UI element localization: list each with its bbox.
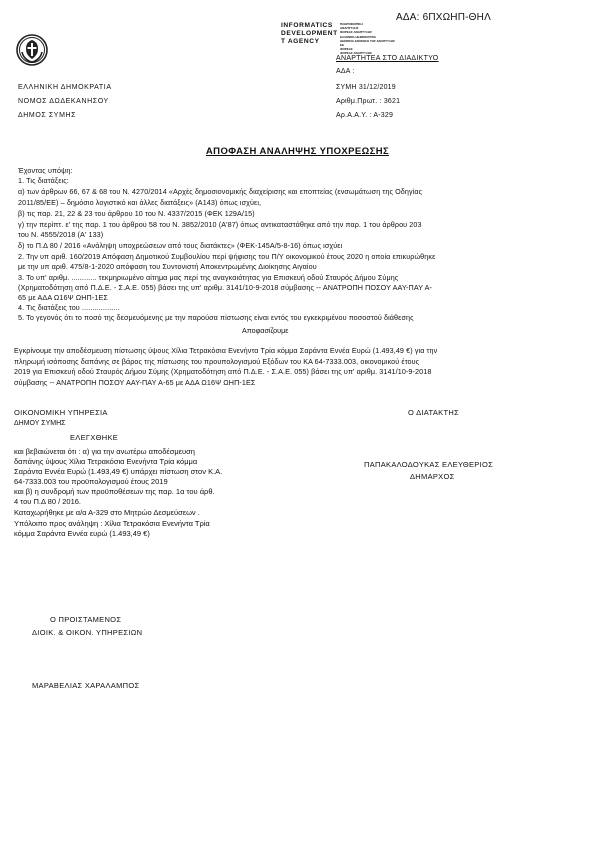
body-line: β) τις παρ. 21, 22 & 23 του άρθρου 10 του Ν. 4337/2015 (ΦΕΚ 129Α/15) xyxy=(18,209,255,218)
meta-protocol: Αριθμ.Πρωτ. : 3621 xyxy=(336,98,401,105)
org-prefecture: ΝΟΜΟΣ ΔΩΔΕΚΑΝΗΣΟΥ xyxy=(18,98,109,105)
meta-aay: Αρ.Α.Α.Υ. : Α-329 xyxy=(336,112,394,119)
agency-line: DEVELOPMENT xyxy=(281,30,338,38)
body-line: 2. Την υπ αριθ. 160/2019 Απόφαση Δημοτικού Συμβουλίου περί ψήφισης του Π/Υ οικονομικού έτους 2020 η οποία επικυρώθηκε xyxy=(18,252,436,261)
head-name: ΜΑΡΑΒΕΛΙΑΣ ΧΑΡΑΛΑΜΠΟΣ xyxy=(32,681,140,690)
verification-line: 4 του Π.Δ 80 / 2016. xyxy=(14,497,82,506)
agency-line: ΕΛΛΗΝΙΚΗ ΔΗΜΟΚΡΑΤΙΑ xyxy=(340,34,377,39)
decision-line: 2019 για Επισκευή οδού Σταυρός Δήμου Σύμης (Χρηματοδότηση από Π.Δ.Ε. - Σ.Α.Ε. 055) βάσει της υπ' αριθμ. 3141/10-9-2018 xyxy=(14,367,432,376)
body-line: 3. Το υπ' αριθμ. ............ τεκμηριωμένο αίτημα μας περί της αναγκαιότητας για Επισκευή οδού Σταυρός Δήμου Σύμης xyxy=(18,273,399,282)
verification-line: Σαράντα Εννέα Ευρώ (1.493,49 €) υπάρχει πίστωση στον Κ.Α. xyxy=(14,467,223,476)
verification-line: Υπόλοιπο προς ανάληψη : Χίλια Τετρακόσια Ενενήντα Τρία xyxy=(14,519,210,528)
financial-service-subheading: ΔΗΜΟΥ ΣΥΜΗΣ xyxy=(14,420,66,427)
publish-online-label: ΑΝΑΡΤΗΤΕΑ ΣΤΟ ΔΙΑΔΙΚΤΥΟ xyxy=(336,55,439,62)
decide-heading: Αποφασίζουμε xyxy=(242,326,289,335)
body-line: 2011/85/ΕΕ) – δημόσιο λογιστικό και άλλες διατάξεις» (Α143) όπως ισχύει, xyxy=(18,198,262,207)
body-line: (Χρηματοδότηση από Π.Δ.Ε. - Σ.Α.Ε. 055) βάσει της υπ' αριθμ. 3141/10-9-2018 σύμβασης -- ΑΝΑΤΡΟΠΗ ΠΟΣΟΥ ΑΑΥ-ΠΑΥ Α- xyxy=(18,283,433,292)
greek-emblem-icon xyxy=(16,34,48,66)
verification-line: και β) η συνδρομή των προϋποθέσεων της παρ. 1α του άρθ. xyxy=(14,487,215,496)
meta-ada: ΑΔΑ : xyxy=(336,68,355,75)
agency-line: ΕΕ xyxy=(340,43,345,48)
agency-line: ΦΟΡΕΑΣ xyxy=(340,47,353,52)
verification-line: κόμμα Σαράντα Εννέα ευρώ (1.493,49 €) xyxy=(14,529,150,538)
body-line: 5. Το γεγονός ότι το ποσό της δεσμευόμενης με την παρούσα πίστωσης είναι εντός του εγκεκριμένου ποσοστού διάθεσης xyxy=(18,313,414,322)
decision-line: πληρωμή ισόποσης δαπάνης σε βάρος της πίστωσης του προυπολογισμού Εξόδων του ΚΑ 64-7333.003, οικονομικού έτους xyxy=(14,357,420,366)
body-line: Έχοντας υπόψη: xyxy=(18,166,73,175)
org-republic: ΕΛΛΗΝΙΚΗ ΔΗΜΟΚΡΑΤΙΑ xyxy=(18,84,112,91)
document-title: ΑΠΟΦΑΣΗ ΑΝΑΛΗΨΗΣ ΥΠΟΧΡΕΩΣΗΣ xyxy=(205,146,390,157)
agency-line: ΦΟΡΕΑΣ ΑΝΑΠΤΥΞΗΣ xyxy=(340,51,372,56)
agency-line: ΑΝΑΠΤΥΞΗΣ xyxy=(340,26,359,31)
meta-date: ΣΥΜΗ 31/12/2019 xyxy=(336,84,396,91)
ada-code: ΑΔΑ: 6ΠΧΩΗΠ-ΘΗΛ xyxy=(396,12,491,23)
agency-line: ΔΗΜΟΣΙΑ ΔΙΟΙΚΗΣΗ ΤΗΣ ΑΝΑΠΤΥΞΗΣ xyxy=(340,38,395,43)
verification-line: Καταχωρήθηκε με α/α Α-329 στο Μητρώο Δεσμεύσεων . xyxy=(14,508,200,517)
verification-line: και βεβαιώνεται ότι : α) για την ανωτέρω αποδέσμευση xyxy=(14,447,195,456)
body-line: α) των άρθρων 66, 67 & 68 του Ν. 4270/2014 «Αρχές δημοσιονομικής διαχείρισης και εποπτείας (ενσωμάτωση της Οδηγίας xyxy=(18,187,423,196)
mayor-name: ΠΑΠΑΚΑΛΟΔΟΥΚΑΣ ΕΛΕΥΘΕΡΙΟΣ xyxy=(364,460,494,469)
head-title: Ο ΠΡΟΙΣΤΑΜΕΝΟΣ xyxy=(50,615,122,624)
mayor-title: ΔΗΜΑΡΧΟΣ xyxy=(410,472,455,481)
verification-line: 64-7333.003 του προϋπολογισμού έτους 2019 xyxy=(14,477,168,486)
body-line: δ) το Π.Δ 80 / 2016 «Ανάληψη υποχρεώσεων από τους διατάκτες» (ΦΕΚ-145Α/5-8-16) όπως ισχύει xyxy=(18,241,343,250)
agency-line: T AGENCY xyxy=(281,38,320,46)
decision-line: σύμβασης -- ΑΝΑΤΡΟΠΗ ΠΟΣΟΥ ΑΑΥ-ΠΑΥ Α-65 με ΑΔΑ Ω16Ψ ΩΗΠ-1ΕΣ xyxy=(14,378,256,387)
agency-line: INFORMATICS xyxy=(281,22,333,29)
body-line: με την υπ αριθ. 475/8-1-2020 απόφαση του Συντονιστή Αποκεντρωμένης Διοίκησης Αιγαίου xyxy=(18,262,317,271)
financial-service-heading: ΟΙΚΟΝΟΜΙΚΗ ΥΠΗΡΕΣΙΑ xyxy=(14,408,108,417)
body-line: 4. Τις διατάξεις του .................. xyxy=(18,303,120,312)
decision-line: Εγκρίνουμε την αποδέσμευση πίστωσης ύψους Χίλια Τετρακόσια Ενενήντα Τρία κόμμα Σαράντα Εννέα Ευρώ (1.493,49 €) για την xyxy=(14,346,438,355)
body-line: 1. Τις διατάξεις: xyxy=(18,176,69,185)
informatics-agency-label xyxy=(281,22,338,47)
checked-label: ΕΛΕΓΧΘΗΚΕ xyxy=(70,433,119,442)
agency-line: ΠΛΗΡΟΦΟΡΙΚΗ xyxy=(340,22,363,26)
body-line: του Ν. 4555/2018 (Α' 133) xyxy=(18,230,104,239)
greek-agency-label xyxy=(340,22,395,56)
body-line: 65 με ΑΔΑ Ω16Ψ ΩΗΠ-1ΕΣ xyxy=(18,293,108,302)
head-department: ΔΙΟΙΚ. & ΟΙΚΟΝ. ΥΠΗΡΕΣΙΩΝ xyxy=(32,628,143,637)
org-municipality: ΔΗΜΟΣ ΣΥΜΗΣ xyxy=(18,112,77,119)
agency-line: ΦΟΡΕΑΣ ΑΝΑΠΤΥΞΗΣ xyxy=(340,30,372,35)
body-line: γ) την περίπτ. ε' της παρ. 1 του άρθρου 58 του Ν. 3852/2010 (Α'87) όπως αντικαταστάθηκε από την παρ. 1 του άρθρου 203 xyxy=(18,220,422,229)
verification-line: δαπάνης ύψους Χίλια Τετρακόσια Ενενήντα Τρία κόμμα xyxy=(14,457,198,466)
signatory-title: Ο ΔΙΑΤΑΚΤΗΣ xyxy=(408,408,460,417)
